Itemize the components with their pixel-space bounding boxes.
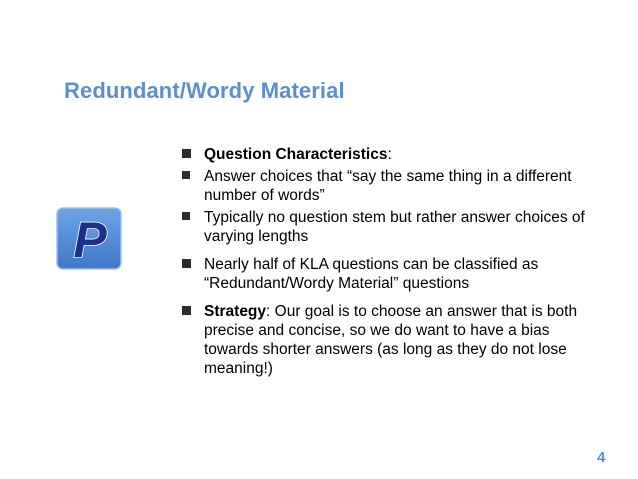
p-logo-graphic — [56, 207, 122, 270]
bullet-text: : — [387, 146, 392, 163]
bullet-heading: Strategy — [204, 303, 267, 320]
sub-bullet-text: Answer choices that “say the same thing in a different number of words” — [204, 168, 572, 204]
bullet-text: : Our goal is to choose an answer that is both precise and concise, so we do want to have a bias towards shorter answers (as long as they do not lose meaning!) — [204, 303, 578, 377]
slide-title: Redundant/Wordy Material — [64, 78, 345, 103]
square-bullet-icon — [182, 259, 191, 268]
square-bullet-icon — [182, 149, 191, 158]
bullet-heading: Question Characteristics — [204, 146, 388, 163]
sub-bullet-no-question-stem — [182, 208, 602, 246]
page-number: 4 — [597, 449, 606, 466]
logo-letter: P — [73, 212, 107, 268]
bullet-question-characteristics — [182, 145, 602, 164]
square-bullet-icon — [182, 171, 190, 179]
square-bullet-icon — [182, 306, 191, 315]
bullet-list — [182, 145, 602, 387]
bullet-text: Nearly half of KLA questions can be classified as “Redundant/Wordy Material” questions — [204, 256, 539, 292]
sub-bullet-answer-choices — [182, 167, 602, 205]
sub-bullet-text: Typically no question stem but rather answer choices of varying lengths — [204, 209, 585, 245]
square-bullet-icon — [182, 212, 190, 220]
p-logo-icon — [56, 207, 122, 270]
bullet-kla-questions — [182, 255, 602, 293]
bullet-strategy — [182, 302, 602, 378]
sub-bullet-list — [182, 167, 602, 246]
